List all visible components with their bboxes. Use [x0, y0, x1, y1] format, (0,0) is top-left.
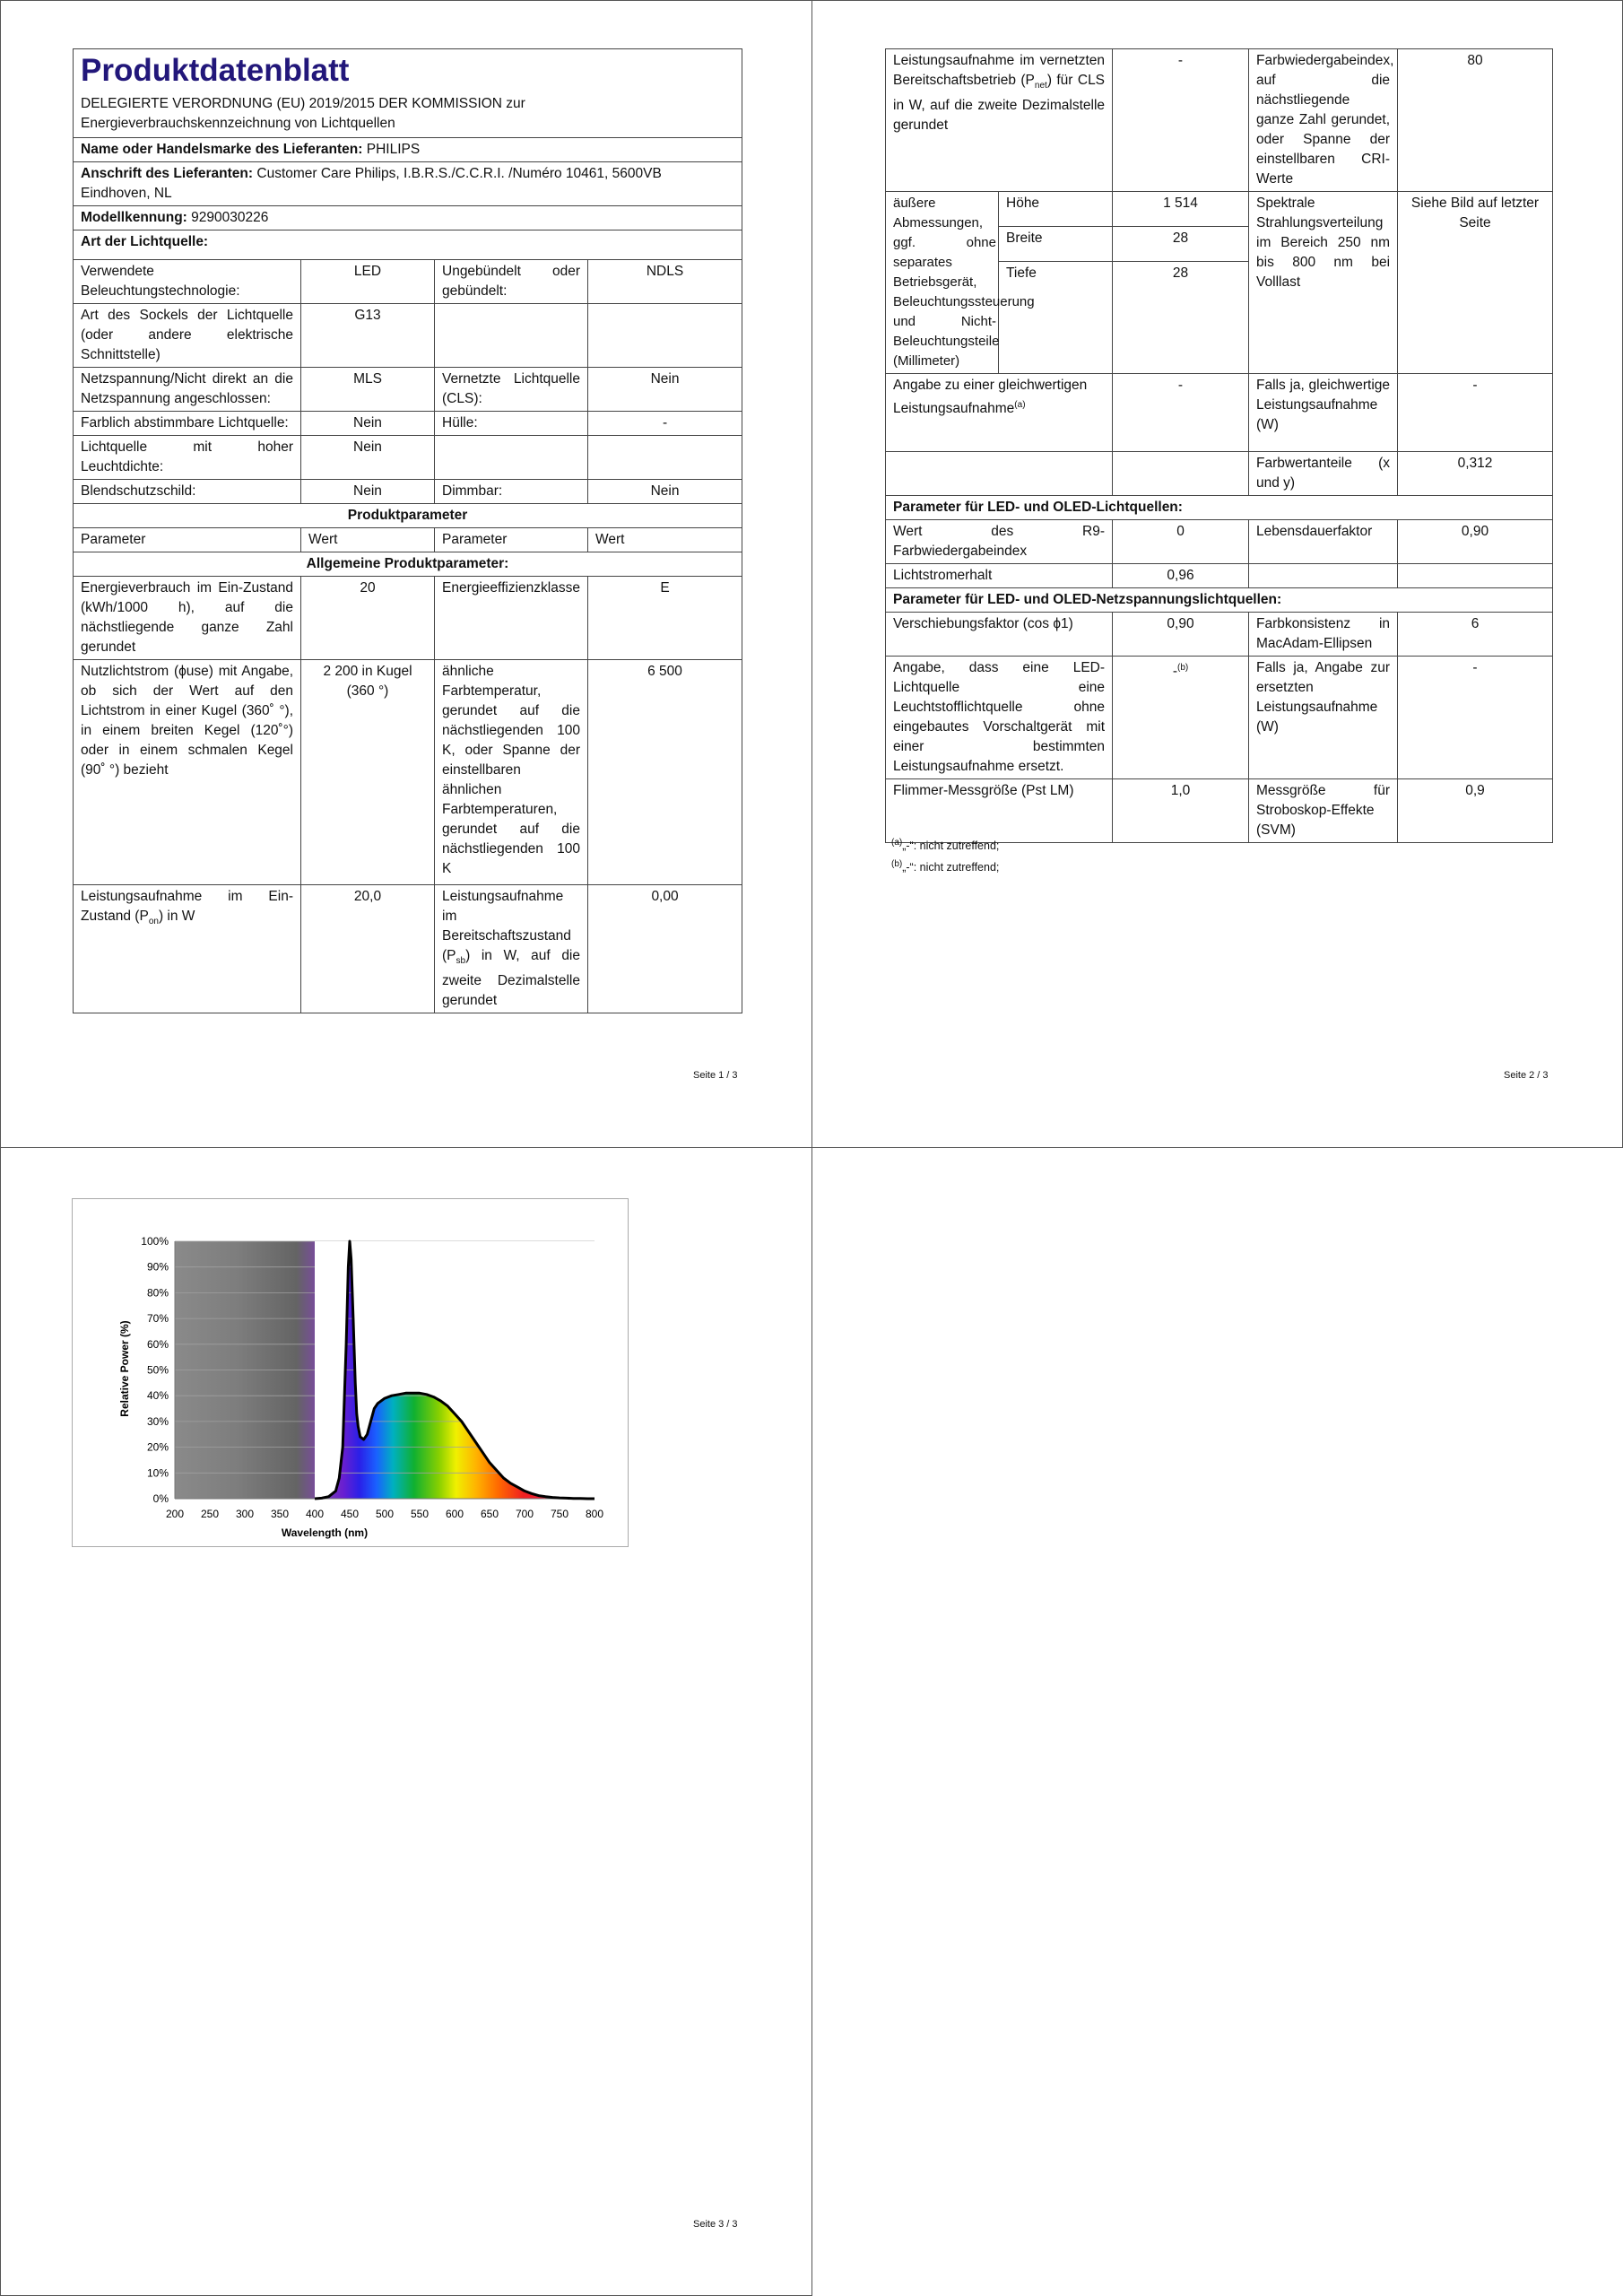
flux-label: Nutzlichtstrom (ϕuse) mit Angabe, ob sich der Wert auf den Lichtstrom in einer Kugel (360˚ °), in einem breiten Kegel (120˚°) oder in einem schmalen Kegel (90˚ °) bezieht — [74, 660, 301, 885]
page-number: Seite 1 / 3 — [693, 1070, 738, 1081]
light-source-type-label: Art der Lichtquelle: — [74, 230, 742, 260]
equiv-label: Angabe zu einer gleichwertigen Leistungsaufnahme$^{(a)}$ — [886, 374, 1113, 452]
supplier-name-row — [74, 138, 742, 162]
x-tick-label: 250 — [200, 1508, 220, 1520]
row-label: Art des Sockels der Lichtquelle (oder andere elektrische Schnittstelle) — [74, 304, 301, 368]
col-parameter: Parameter — [435, 528, 588, 552]
table-row — [886, 374, 1553, 452]
table-row — [74, 480, 742, 504]
y-tick-label: 40% — [146, 1389, 169, 1403]
y-axis-label: Relative Power (%) — [118, 1320, 131, 1417]
row-value: Nein — [301, 480, 435, 504]
row-value — [588, 436, 742, 480]
table-row — [886, 192, 1553, 227]
model-row — [74, 206, 742, 230]
model-id: 9290030226 — [191, 210, 269, 225]
equiv-power-label: Falls ja, gleichwertige Leistungsaufnahme (W) — [1249, 374, 1398, 452]
row-value — [588, 304, 742, 368]
row-label: Hülle: — [435, 412, 588, 436]
product-sheet-table-continued — [885, 48, 1553, 843]
row-value: LED — [301, 260, 435, 304]
table-row — [74, 436, 742, 480]
row-label: Farblich abstimmbare Lichtquelle: — [74, 412, 301, 436]
y-tick-label: 60% — [146, 1337, 169, 1351]
table-row — [886, 564, 1553, 588]
y-tick-label: 70% — [146, 1312, 169, 1326]
supplier-name: PHILIPS — [366, 142, 421, 157]
empty-cell — [1113, 452, 1249, 496]
dims-label: äußere Abmessungen, ggf. ohne separates Betriebsgerät, Beleuchtungssteuerung und Nicht-Beleuchtungsteile (Millimeter) — [886, 192, 999, 374]
supplier-address-label: Anschrift des Lieferanten: — [81, 166, 254, 181]
x-tick-label: 550 — [410, 1508, 430, 1520]
spectral-label: Spektrale Strahlungsverteilung im Bereich 250 nm bis 800 nm bei Volllast — [1249, 192, 1398, 374]
r9-label: Wert des R9-Farbwiedergabeindex — [886, 520, 1113, 564]
footnote-b: $^{(b)}$„-“: nicht zutreffend; — [891, 859, 1000, 874]
product-sheet-table — [73, 48, 742, 1013]
x-tick-label: 450 — [340, 1508, 360, 1520]
chart-svg — [73, 1199, 628, 1546]
chroma-value: 0,312 — [1398, 452, 1553, 496]
psb-value: 0,00 — [588, 885, 742, 1013]
col-parameter: Parameter — [74, 528, 301, 552]
spectral-value: Siehe Bild auf letzter Seite — [1398, 192, 1553, 374]
y-tick-label: 80% — [146, 1286, 169, 1300]
page-2 — [812, 0, 1623, 1148]
macadam-label: Farbkonsistenz in MacAdam-Ellipsen — [1249, 613, 1398, 657]
svm-label: Messgröße für Stroboskop-Effekte (SVM) — [1249, 779, 1398, 843]
page-number: Seite 3 / 3 — [693, 2219, 738, 2230]
row-value: Nein — [301, 436, 435, 480]
y-tick-label: 50% — [146, 1363, 169, 1377]
column-header-row — [74, 528, 742, 552]
y-tick-label: 30% — [146, 1414, 169, 1428]
lumen-maintenance-value: 0,96 — [1113, 564, 1249, 588]
row-value: Nein — [301, 412, 435, 436]
row-value: Nein — [588, 480, 742, 504]
row-label: Lichtquelle mit hoher Leuchtdichte: — [74, 436, 301, 480]
footnote-a: $^{(a)}$„-“: nicht zutreffend; — [891, 838, 1000, 853]
supplier-address: Customer Care Philips, I.B.R.S./C.C.R.I. /Numéro 10461, 5600VB Eindhoven, NL — [81, 166, 662, 201]
row-label: Blendschutzschild: — [74, 480, 301, 504]
x-tick-label: 400 — [305, 1508, 325, 1520]
header-block — [74, 49, 742, 138]
table-row — [74, 885, 742, 1013]
row-value: Nein — [588, 368, 742, 412]
y-tick-label: 90% — [146, 1260, 169, 1274]
dim-label-depth: Tiefe — [999, 262, 1113, 296]
eec-label: Energieeffizienzklasse — [435, 577, 588, 660]
y-tick-label: 0% — [152, 1492, 169, 1505]
supplier-address-row — [74, 162, 742, 206]
empty-cell — [1398, 564, 1553, 588]
pon-value: 20,0 — [301, 885, 435, 1013]
page-1 — [0, 0, 812, 1148]
row-label: Dimmbar: — [435, 480, 588, 504]
x-tick-label: 750 — [550, 1508, 569, 1520]
dims-spacer — [1113, 296, 1249, 374]
energy-value: 20 — [301, 577, 435, 660]
x-tick-label: 350 — [270, 1508, 290, 1520]
energy-label: Energieverbrauch im Ein-Zustand (kWh/1000 h), auf die nächstliegende ganze Zahl gerundet — [74, 577, 301, 660]
row-label: Ungebündelt oder gebündelt: — [435, 260, 588, 304]
empty-cell — [1249, 564, 1398, 588]
pnet-value: - — [1113, 49, 1249, 192]
mains-params-heading: Parameter für LED- und OLED-Netzspannungslichtquellen: — [886, 588, 1553, 613]
replacement-value: -$^{(b)}$ — [1113, 657, 1249, 779]
table-row — [886, 452, 1553, 496]
table-row — [74, 304, 742, 368]
lifetime-label: Lebensdauerfaktor — [1249, 520, 1398, 564]
replacement-power-label: Falls ja, Angabe zur ersetzten Leistungsaufnahme (W) — [1249, 657, 1398, 779]
cri-label: Farbwiedergabeindex, auf die nächstliegende ganze Zahl gerundet, oder Spanne der einstellbaren CRI-Werte — [1249, 49, 1398, 192]
equiv-value: - — [1113, 374, 1249, 452]
supplier-name-label: Name oder Handelsmarke des Lieferanten: — [81, 142, 363, 157]
cos-phi-label: Verschiebungsfaktor (cos ϕ1) — [886, 613, 1113, 657]
flux-value: 2 200 in Kugel (360 °) — [301, 660, 435, 885]
page-number: Seite 2 / 3 — [1504, 1070, 1549, 1081]
flicker-label: Flimmer-Messgröße (Pst LM) — [886, 779, 1113, 843]
table-row — [74, 660, 742, 885]
spectral-distribution-chart — [72, 1198, 629, 1547]
chroma-label: Farbwertanteile (x und y) — [1249, 452, 1398, 496]
dim-label-width: Breite — [999, 227, 1113, 262]
table-row — [886, 49, 1553, 192]
r9-value: 0 — [1113, 520, 1249, 564]
row-label — [435, 304, 588, 368]
sheet-title: Produktdatenblatt — [81, 53, 350, 88]
led-params-heading: Parameter für LED- und OLED-Lichtquellen: — [886, 496, 1553, 520]
row-label — [435, 436, 588, 480]
equiv-power-value: - — [1398, 374, 1553, 452]
psb-label: Leistungsaufnahme im Bereitschaftszustand $(P_{sb})$ in W, auf die zweite Dezimalstelle gerundet — [435, 885, 588, 1013]
flicker-value: 1,0 — [1113, 779, 1249, 843]
y-tick-label: 10% — [146, 1466, 169, 1480]
cri-value: 80 — [1398, 49, 1553, 192]
table-row — [886, 520, 1553, 564]
row-value: G13 — [301, 304, 435, 368]
x-tick-label: 200 — [165, 1508, 185, 1520]
col-value: Wert — [301, 528, 435, 552]
replacement-label: Angabe, dass eine LED-Lichtquelle eine Leuchtstofflichtquelle ohne eingebautes Vorschaltgerät mit einer bestimmten Leistungsaufnahme ersetzt. — [886, 657, 1113, 779]
svm-value: 0,9 — [1398, 779, 1553, 843]
macadam-value: 6 — [1398, 613, 1553, 657]
empty-cell — [886, 452, 1113, 496]
general-params-heading: Allgemeine Produktparameter: — [74, 552, 742, 577]
col-value: Wert — [588, 528, 742, 552]
dim-value-height: 1 514 — [1113, 192, 1249, 227]
x-tick-label: 700 — [515, 1508, 534, 1520]
cos-phi-value: 0,90 — [1113, 613, 1249, 657]
table-row — [886, 657, 1553, 779]
lifetime-value: 0,90 — [1398, 520, 1553, 564]
pon-label: Leistungsaufnahme im Ein-Zustand $(P_{on})$ in W — [74, 885, 301, 1013]
product-params-heading: Produktparameter — [74, 504, 742, 528]
row-label: Verwendete Beleuchtungstechnologie: — [74, 260, 301, 304]
replacement-power-value: - — [1398, 657, 1553, 779]
x-tick-label: 650 — [480, 1508, 499, 1520]
dim-value-depth: 28 — [1113, 262, 1249, 296]
row-label: Vernetzte Lichtquelle (CLS): — [435, 368, 588, 412]
x-tick-label: 500 — [375, 1508, 395, 1520]
y-tick-label: 100% — [141, 1235, 169, 1248]
table-row — [74, 368, 742, 412]
x-tick-label: 300 — [235, 1508, 255, 1520]
cct-value: 6 500 — [588, 660, 742, 885]
dim-label-height: Höhe — [999, 192, 1113, 227]
x-tick-label: 600 — [445, 1508, 464, 1520]
table-row — [886, 613, 1553, 657]
cct-label: ähnliche Farbtemperatur, gerundet auf die nächstliegenden 100 K, oder Spanne der einstellbaren ähnlichen Farbtemperaturen, gerundet auf die nächstliegenden 100 K — [435, 660, 588, 885]
x-tick-label: 800 — [585, 1508, 604, 1520]
table-row — [74, 577, 742, 660]
row-value: - — [588, 412, 742, 436]
model-label: Modellkennung: — [81, 210, 187, 225]
x-axis-label: Wavelength (nm) — [281, 1526, 369, 1539]
pnet-label: Leistungsaufnahme im vernetzten Bereitschaftsbetrieb $(P_{net})$ für CLS in W, auf die zweite Dezimalstelle gerundet — [886, 49, 1113, 192]
row-value: NDLS — [588, 260, 742, 304]
row-label: Netzspannung/Nicht direkt an die Netzspannung angeschlossen: — [74, 368, 301, 412]
dim-value-width: 28 — [1113, 227, 1249, 262]
regulation-text: DELEGIERTE VERORDNUNG (EU) 2019/2015 DER KOMMISSION zur Energieverbrauchskennzeichnung von Lichtquellen — [81, 96, 525, 131]
row-value: MLS — [301, 368, 435, 412]
lumen-maintenance-label: Lichtstromerhalt — [886, 564, 1113, 588]
y-tick-label: 20% — [146, 1440, 169, 1454]
table-row — [74, 412, 742, 436]
table-row — [74, 260, 742, 304]
eec-value: E — [588, 577, 742, 660]
